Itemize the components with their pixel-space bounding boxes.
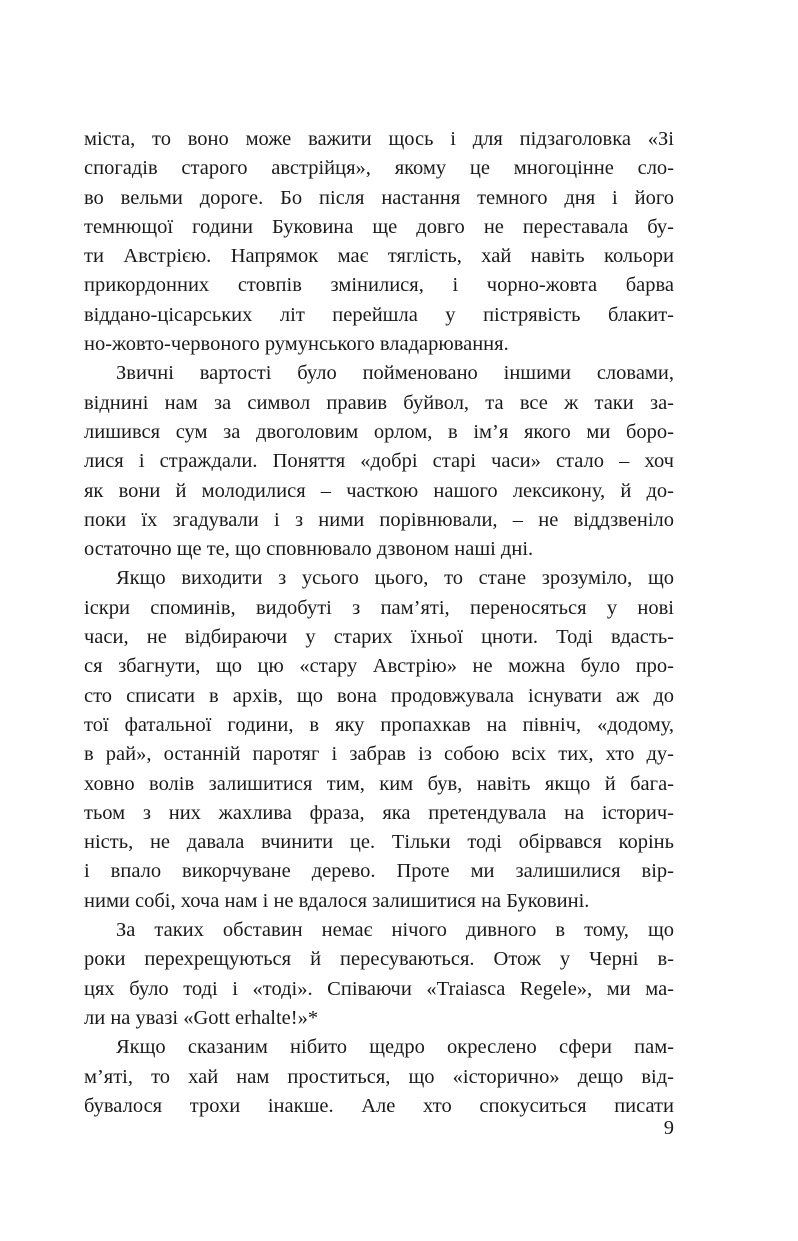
text-line: темнющої години Буковина ще довго не переставала бу- [84, 215, 674, 238]
text-line: ність, не давала вчинити це. Тільки тоді обірвався корінь [84, 831, 674, 854]
paragraph-1 [84, 125, 674, 359]
text-line: поки їх згадували і з ними порівнювали, – не віддзвеніло [84, 508, 674, 531]
text-line: остаточно ще те, що сповнювало дзвоном наші дні. [84, 538, 534, 561]
text-line: тьом з них жахлива фраза, яка претендувала на історич- [84, 801, 674, 824]
text-line: в рай», останній паротяг і забрав із собою всіх тих, хто ду- [84, 743, 674, 766]
text-line: лися і страждали. Поняття «добрі старі часи» стало – хоч [84, 450, 674, 473]
text-line: ти Австрією. Напрямок має тяглість, хай навіть кольори [84, 245, 674, 268]
text-line: ховно волів залишитися тим, ким був, навіть якщо й бага- [84, 772, 674, 795]
paragraph-4 [84, 916, 674, 1033]
text-line: цях було тоді і «тоді». Співаючи «Traiasca Regele», ми ма- [84, 977, 674, 1000]
text-line: во вельми дороге. Бо після настання темного дня і його [84, 186, 674, 209]
text-line: сто списати в архів, що вона продовжувала існувати аж до [84, 684, 674, 707]
text-line: бувалося трохи інакше. Але хто спокуситься писати [84, 1094, 674, 1117]
text-line: віднині нам за символ правив буйвол, та все ж таки за- [84, 391, 674, 414]
text-line: роки перехрещуються й пересуваються. Отож у Черні в- [84, 948, 674, 971]
text-line: міста, то воно може важити щось і для підзаголовка «Зі [84, 128, 674, 150]
text-line: тої фатальної години, в яку пропахкав на північ, «додому, [84, 713, 674, 736]
text-line: Якщо виходити з усього цього, то стане зрозуміло, що [116, 567, 674, 590]
text-line: но-жовто-червоного румунського владарювання. [84, 333, 509, 356]
text-line: Якщо сказаним нібито щедро окреслено сфери пам- [116, 1036, 674, 1059]
text-line: Звичні вартості було пойменовано іншими словами, [116, 362, 674, 385]
page-body [84, 125, 674, 1121]
page-number: 9 [663, 1117, 674, 1139]
text-line: ними собі, хоча нам і не вдалося залишитися на Буковині. [84, 889, 590, 912]
text-line: ли на увазі «Gott erhalte!»* [84, 1006, 319, 1029]
paragraph-2 [84, 359, 674, 564]
text-line: лишився сум за двоголовим орлом, в ім’я якого ми боро- [84, 420, 674, 443]
text-line: як вони й молодилися – часткою нашого лексикону, й до- [84, 479, 674, 502]
text-line: іскри споминів, видобуті з пам’яті, переносяться у нові [84, 596, 674, 619]
paragraph-3 [84, 564, 674, 916]
text-line: За таких обставин немає нічого дивного в тому, що [116, 919, 674, 942]
text-line: віддано-цісарських літ перейшла у пістрявість блакит- [84, 303, 674, 326]
text-line: ся збагнути, що цю «стару Австрію» не можна було про- [84, 655, 674, 678]
text-line: часи, не відбираючи у старих їхньої цноти. Тоді вдасть- [84, 626, 674, 649]
text-line: спогадів старого австрійця», якому це многоцінне сло- [84, 157, 674, 180]
text-line: прикордонних стовпів змінилися, і чорно-жовта барва [84, 274, 674, 297]
paragraph-5 [84, 1033, 674, 1121]
text-line: і впало викорчуване дерево. Проте ми залишилися вір- [84, 860, 674, 883]
text-line: м’яті, то хай нам проститься, що «історично» дещо від- [84, 1065, 674, 1088]
